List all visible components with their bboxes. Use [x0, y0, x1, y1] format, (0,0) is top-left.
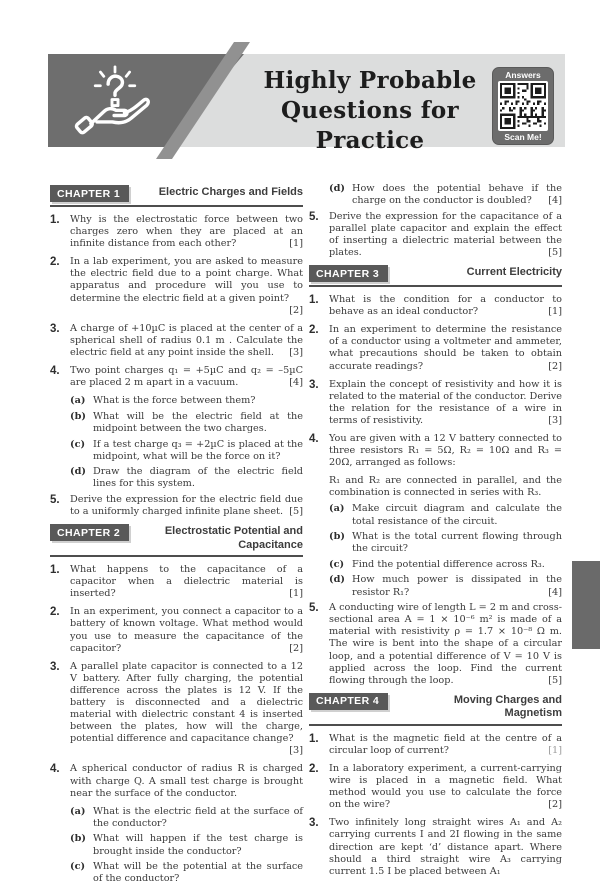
sub-question-item	[329, 503, 562, 527]
qr-code[interactable]	[498, 81, 548, 131]
header-banner	[48, 54, 565, 154]
marks-badge: [2]	[548, 360, 562, 372]
sub-question-label: (c)	[70, 438, 86, 450]
marks-badge: [5]	[289, 505, 303, 517]
sub-question-text: What will be the potential at the surface of the conductor?	[93, 861, 303, 885]
question-number: 3.	[309, 378, 319, 391]
marks-badge: [3]	[289, 745, 303, 757]
sub-question-text: How does the potential behave if the charge on the conductor is doubled? [4]	[352, 183, 562, 207]
sub-question-label: (d)	[329, 183, 345, 194]
sub-question-label: (d)	[329, 574, 345, 586]
question-text: Derive the expression for the capacitance of a parallel plate capacitor and explain the effect of inserting a dielectric material between the plates. [5]	[329, 210, 562, 258]
chapter-title: Electric Charges and Fields	[158, 186, 303, 198]
question-item	[309, 324, 562, 372]
question-text: A spherical conductor of radius R is charged with charge Q. A small test charge is brought near the surface of the conductor.	[70, 763, 303, 799]
question-text: Two point charges q₁ = +5µC and q₂ = –5µC are placed 2 m apart in a vacuum. [4]	[70, 365, 303, 389]
marks-badge: [4]	[548, 586, 562, 598]
question-text: Why is the electrostatic force between two charges zero when they are placed at an infinite distance from each other? [1]	[70, 214, 303, 250]
question-item	[309, 211, 562, 259]
questions-content	[50, 183, 562, 885]
question-number: 4.	[50, 763, 60, 776]
question-continuation-text: R₁ and R₂ are connected in parallel, and the combination is connected in series with R₃.	[329, 475, 562, 499]
question-text: Two infinitely long straight wires A₁ and A₂ carrying currents I and 2I flowing in the same direction are kept ‘d’ distance apart. Where should a third straight wire A₃ carrying current 1.5 I be placed between A₁	[329, 817, 562, 877]
chapter-title: Current Electricity	[466, 266, 562, 279]
sub-question-item	[329, 183, 562, 207]
question-number: 3.	[50, 660, 60, 673]
question-number: 2.	[50, 606, 60, 619]
sub-question-label: (b)	[70, 410, 86, 422]
marks-badge: [1]	[548, 744, 562, 756]
marks-badge: [4]	[548, 195, 562, 207]
question-text: Derive the expression for the electric field due to a uniformly charged infinite plane sheet. [5]	[70, 493, 303, 517]
question-text: What happens to the capacitance of a capacitor when a dielectric material is inserted? [1]	[70, 564, 303, 600]
qr-bottom-label: Scan Me!	[504, 132, 542, 142]
sub-question-text: What is the electric field at the surface of the conductor?	[93, 805, 303, 829]
question-number: 1.	[50, 564, 60, 577]
question-number: 5.	[50, 493, 60, 506]
sub-question-label: (a)	[70, 395, 86, 407]
page-title-line1: Highly Probable	[263, 67, 477, 94]
question-item	[50, 214, 303, 250]
marks-badge: [2]	[289, 642, 303, 654]
hand-holding-question-idea-icon	[72, 60, 158, 144]
question-item	[50, 763, 303, 799]
marks-badge: [2]	[289, 304, 303, 316]
right-column	[309, 183, 562, 877]
question-text: Explain the concept of resistivity and how it is related to the material of the conductor. Derive the relation for the resistance of a wire in terms of resistivity. [3]	[329, 378, 562, 426]
chapter-number-box: CHAPTER 4	[309, 693, 388, 710]
question-number: 5.	[309, 210, 319, 223]
qr-code-pattern	[500, 83, 546, 129]
question-number: 1.	[309, 732, 319, 745]
qr-top-label: Answers	[505, 70, 541, 80]
marks-badge: [5]	[548, 674, 562, 686]
marks-badge: [4]	[289, 377, 303, 389]
sub-question-item	[329, 574, 562, 598]
question-item	[309, 817, 562, 877]
sub-question-label: (b)	[329, 531, 345, 543]
sub-question-item	[70, 806, 303, 830]
page-title-line2: Questions for Practice	[281, 97, 459, 154]
question-number: 4.	[50, 365, 60, 378]
page-title	[253, 66, 487, 156]
question-text: In an experiment, you connect a capacitor to a battery of known voltage. What method would you use to measure the capacitance of the capacitor? [2]	[70, 606, 303, 654]
sub-question-item	[70, 833, 303, 857]
question-item	[309, 294, 562, 318]
chapter-title: Moving Charges and Magnetism	[453, 693, 562, 720]
question-text: In an experiment to determine the resistance of a conductor using a voltmeter and ammeter, what precautions should be taken to obtain accurate readings? [2]	[329, 324, 562, 372]
question-number: 1.	[50, 214, 60, 226]
question-item	[50, 365, 303, 389]
sub-question-label: (a)	[329, 503, 345, 515]
sub-question-item	[70, 439, 303, 463]
question-item	[309, 733, 562, 757]
marks-badge: [1]	[289, 588, 303, 600]
question-text: A charge of +10µC is placed at the center of a spherical shell of radius 0.1 m . Calculate the electric field at any point inside the shell. [3]	[70, 322, 303, 358]
sub-question-text: Make circuit diagram and calculate the total resistance of the circuit.	[352, 503, 562, 527]
chapter-header	[50, 185, 303, 207]
question-number: 5.	[309, 602, 319, 615]
sub-question-text: What will be the electric field at the midpoint between the two charges.	[93, 410, 303, 434]
question-number: 3.	[309, 817, 319, 830]
question-item	[50, 606, 303, 654]
question-item	[50, 564, 303, 600]
answers-qr-panel	[492, 67, 554, 145]
sub-question-item	[329, 559, 562, 571]
sub-question-item	[70, 466, 303, 490]
question-item	[309, 379, 562, 427]
question-item	[309, 763, 562, 811]
sub-question-item	[70, 861, 303, 885]
question-number: 1.	[309, 294, 319, 307]
sub-question-text: What will happen if the test charge is brought inside the conductor?	[93, 833, 303, 857]
sub-question-item	[329, 531, 562, 555]
marks-badge: [1]	[289, 238, 303, 250]
marks-badge: [5]	[548, 246, 562, 258]
question-text: You are given with a 12 V battery connected to three resistors R₁ = 5Ω, R₂ = 10Ω and R₃ = 20Ω, arranged as follows:	[329, 433, 562, 469]
question-item	[309, 433, 562, 469]
question-item	[309, 602, 562, 687]
sub-question-text: Draw the diagram of the electric field lines for this system.	[93, 466, 303, 490]
sub-question-text: If a test charge q₃ = +2µC is placed at the midpoint, what will be the force on it?	[93, 438, 303, 462]
chapter-title: Electrostatic Potential and Capacitance	[164, 525, 303, 551]
question-number: 2.	[50, 256, 60, 269]
question-number: 3.	[50, 322, 60, 335]
sub-question-text: How much power is dissipated in the resistor R₁? [4]	[352, 574, 562, 598]
sub-question-item	[70, 395, 303, 407]
chapter-number-box: CHAPTER 3	[309, 265, 388, 282]
question-item	[50, 494, 303, 518]
sub-question-text: What is the force between them?	[93, 395, 256, 407]
header-dark-box	[48, 54, 244, 147]
question-text: A conducting wire of length L = 2 m and cross-sectional area A = 1 × 10⁻⁶ m² is made of a material with resistivity ρ = 1.7 × 10⁻⁸ Ω m. The wire is bent into the shape of a circular loop, and a potential difference of V = 10 V is applied across the loop. Find the current flowing through the loop. [5]	[329, 602, 562, 686]
question-item	[50, 256, 303, 316]
question-text: What is the condition for a conductor to behave as an ideal conductor? [1]	[329, 294, 562, 318]
chapter-header	[309, 693, 562, 726]
question-number: 2.	[309, 324, 319, 337]
sub-question-text: What is the total current flowing through the circuit?	[352, 531, 562, 555]
marks-badge: [3]	[289, 346, 303, 358]
sub-question-label: (d)	[70, 466, 86, 478]
question-text: What is the magnetic field at the centre of a circular loop of current? [1]	[329, 732, 562, 756]
chapter-number-box: CHAPTER 2	[50, 524, 129, 541]
marks-badge: [3]	[548, 414, 562, 426]
marks-badge: [2]	[548, 799, 562, 811]
chapter-header	[309, 265, 562, 287]
sub-question-label: (b)	[70, 833, 86, 845]
page-edge-tab	[572, 561, 600, 649]
question-text: In a lab experiment, you are asked to measure the electric field due to a point charge. What apparatus and procedure will you use to determine the electric field at a given point? [2]	[70, 256, 303, 316]
question-text: A parallel plate capacitor is connected to a 12 V battery. After fully charging, the potential difference across the plates is 12 V. If the battery is disconnected and a dielectric material with dielectric constant 4 is inserted between the plates, how will the charge, potential difference and capacitance change? [3]	[70, 660, 303, 757]
marks-badge: [1]	[548, 306, 562, 318]
question-item	[50, 661, 303, 758]
sub-question-label: (c)	[329, 558, 345, 570]
sub-question-text: Find the potential difference across R₃.	[352, 558, 545, 570]
sub-question-item	[70, 411, 303, 435]
question-text: In a laboratory experiment, a current-carrying wire is placed in a magnetic field. What method would you use to calculate the force on the wire? [2]	[329, 762, 562, 811]
question-number: 2.	[309, 762, 319, 775]
chapter-header	[50, 524, 303, 557]
chapter-number-box: CHAPTER 1	[50, 185, 129, 202]
left-column	[50, 183, 303, 885]
sub-question-label: (c)	[70, 861, 86, 873]
question-number: 4.	[309, 433, 319, 445]
question-item	[50, 323, 303, 359]
sub-question-label: (a)	[70, 805, 86, 817]
